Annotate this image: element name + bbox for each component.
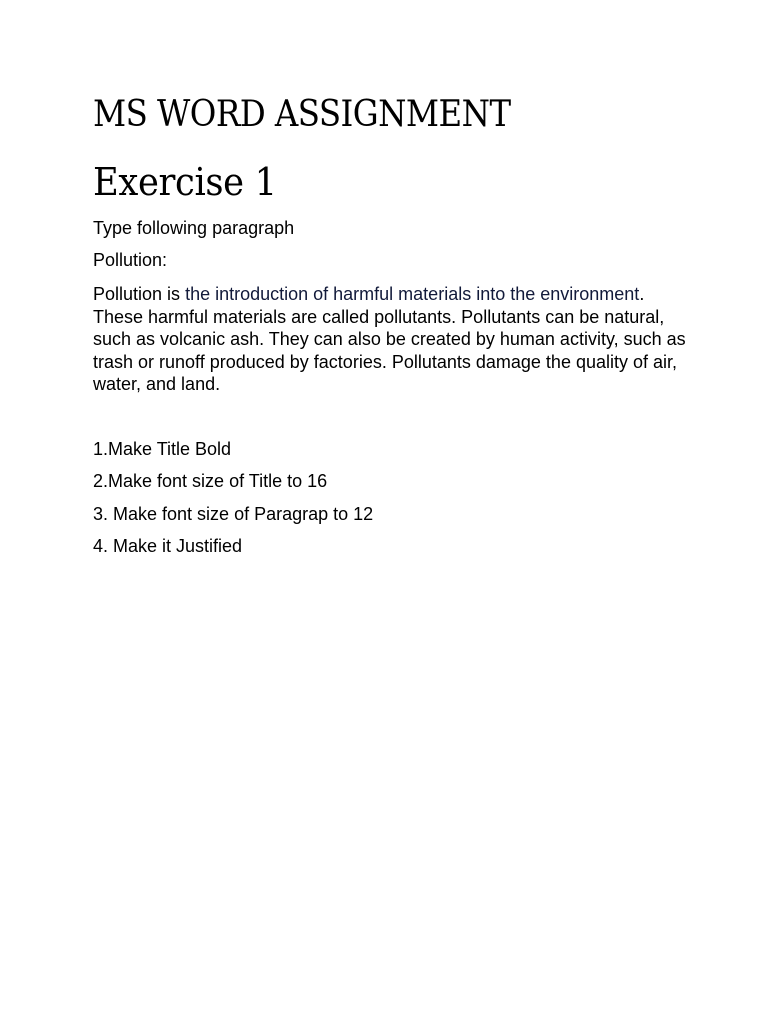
paragraph-lead: Pollution is: [93, 284, 186, 304]
task-item: 1.Make Title Bold: [93, 439, 232, 459]
pollution-paragraph: [93, 283, 693, 396]
task-item: 3. Make font size of Paragrap to 12: [93, 504, 374, 524]
paragraph-label: Pollution:: [93, 250, 168, 270]
task-item: 2.Make font size of Title to 16: [93, 471, 328, 491]
exercise-heading: Exercise 1: [93, 160, 277, 204]
task-item: 4. Make it Justified: [93, 536, 243, 556]
paragraph-rest: . These harmful materials are called pollutants. Pollutants can be natural, such as volcanic ash. They can also be created by human activity, such as trash or runoff produced by factories. Pollutants damage the quality of air, water, and land.: [93, 284, 686, 394]
instruction-text: Type following paragraph: [93, 218, 295, 238]
paragraph-highlight: the introduction of harmful materials into the environment: [185, 284, 640, 304]
document-title: MS WORD ASSIGNMENT: [93, 94, 511, 135]
